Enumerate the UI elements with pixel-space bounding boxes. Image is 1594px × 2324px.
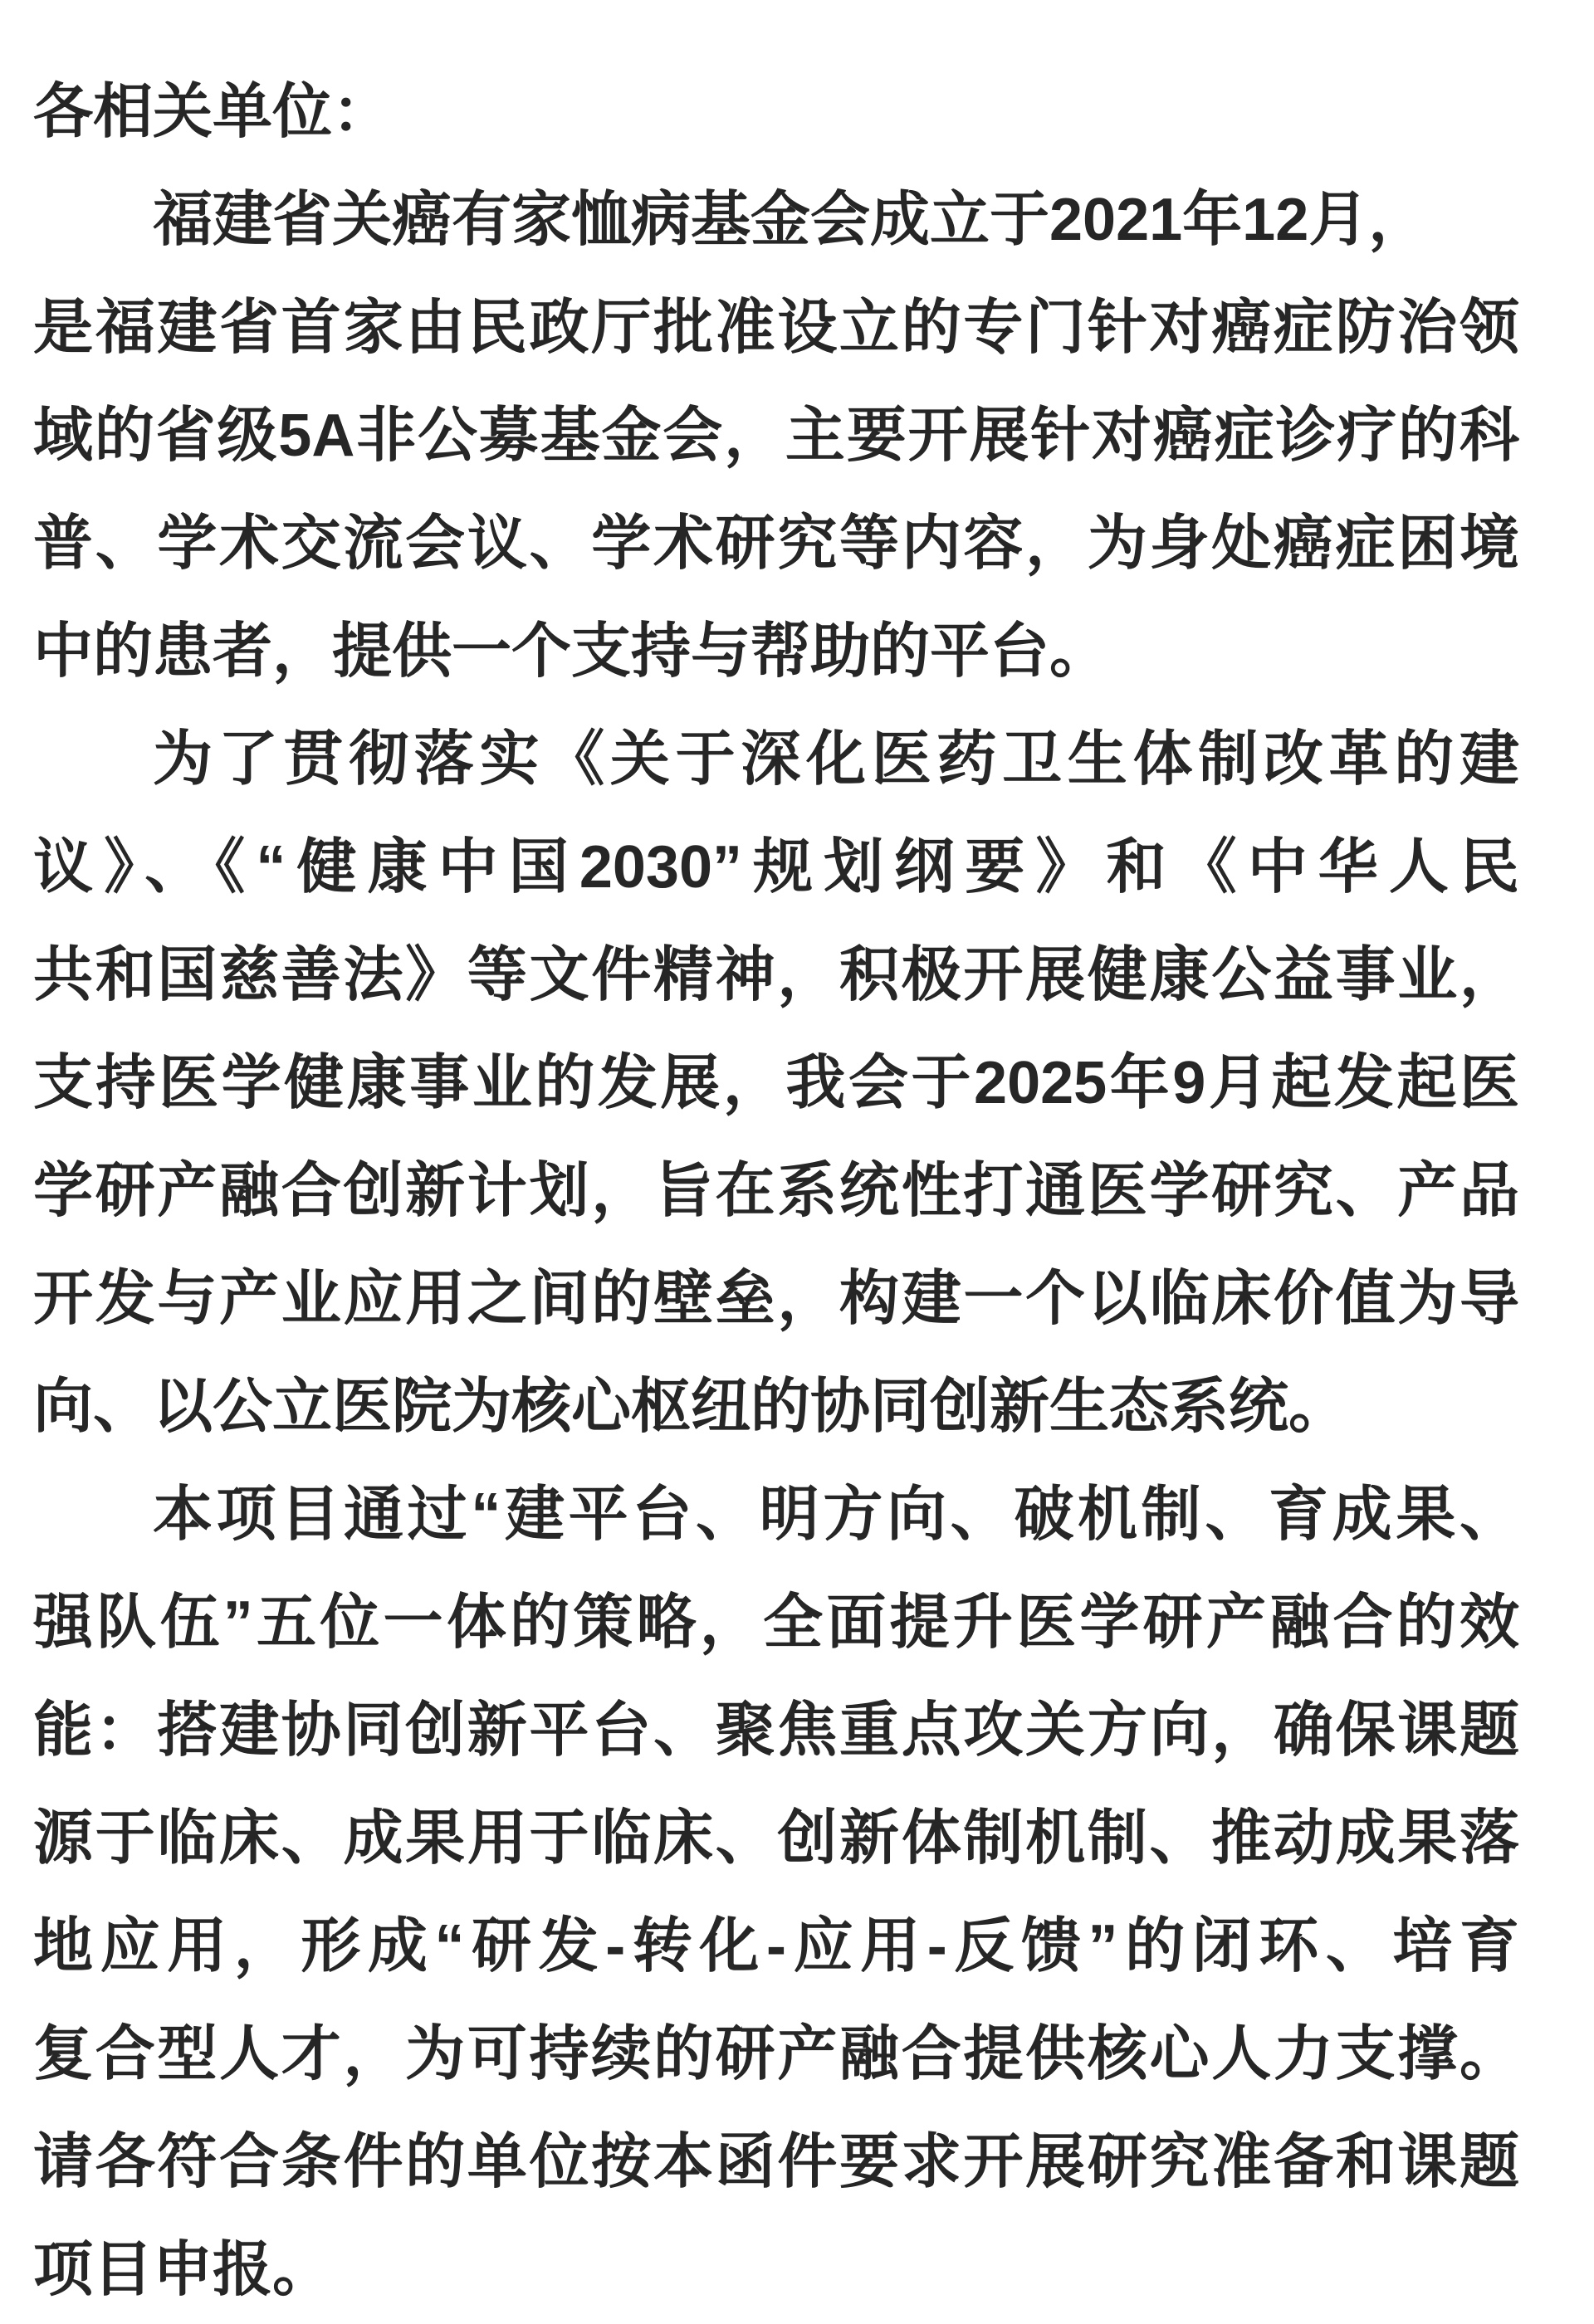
paragraph-2-line-3: 共和国慈善法》等文件精神，积极开展健康公益事业，: [33, 942, 1519, 1008]
paragraph-1-line-4: 普、学术交流会议、学术研究等内容，为身处癌症困境: [33, 510, 1519, 577]
paragraph-2-line-4: 支持医学健康事业的发展，我会于2025年9月起发起医: [33, 1050, 1519, 1116]
paragraph-1-line-2: 是福建省首家由民政厅批准设立的专门针对癌症防治领: [33, 295, 1519, 361]
paragraph-3-line-3: 能：搭建协同创新平台、聚焦重点攻关方向，确保课题: [33, 1697, 1519, 1764]
paragraph-3-line-1: 本项目通过“建平台、明方向、破机制、育成果、: [153, 1482, 1519, 1548]
document-body: [33, 58, 1519, 2324]
paragraph-1-line-1: 福建省关癌有家恤病基金会成立于2021年12月，: [153, 187, 1429, 253]
paragraph-3-line-5: 地应用，形成“研发-转化-应用-反馈”的闭环、培育: [33, 1913, 1519, 1980]
paragraph-3-line-2: 强队伍”五位一体的策略，全面提升医学研产融合的效: [33, 1589, 1519, 1656]
paragraph-3-line-4: 源于临床、成果用于临床、创新体制机制、推动成果落: [33, 1805, 1519, 1872]
salutation-line: 各相关单位：: [33, 79, 393, 145]
paragraph-1-line-5: 中的患者，提供一个支持与帮助的平台。: [33, 618, 1110, 685]
paragraph-2-line-6: 开发与产业应用之间的壁垒，构建一个以临床价值为导: [33, 1266, 1519, 1332]
paragraph-3-line-6: 复合型人才，为可持续的研产融合提供核心人力支撑。: [33, 2021, 1519, 2087]
paragraph-2-line-5: 学研产融合创新计划，旨在系统性打通医学研究、产品: [33, 1158, 1519, 1224]
paragraph-2-line-2: 议》、《“健康中国2030”规划纲要》和《中华人民: [33, 834, 1519, 901]
paragraph-3-line-8: 项目申报。: [33, 2237, 333, 2303]
paragraph-2-line-1: 为了贯彻落实《关于深化医药卫生体制改革的建: [153, 726, 1519, 793]
paragraph-2-line-7: 向、以公立医院为核心枢纽的协同创新生态系统。: [33, 1374, 1349, 1440]
paragraph-3-line-7: 请各符合条件的单位按本函件要求开展研究准备和课题: [33, 2129, 1519, 2195]
paragraph-1-line-3: 域的省级5A非公募基金会，主要开展针对癌症诊疗的科: [33, 403, 1519, 469]
